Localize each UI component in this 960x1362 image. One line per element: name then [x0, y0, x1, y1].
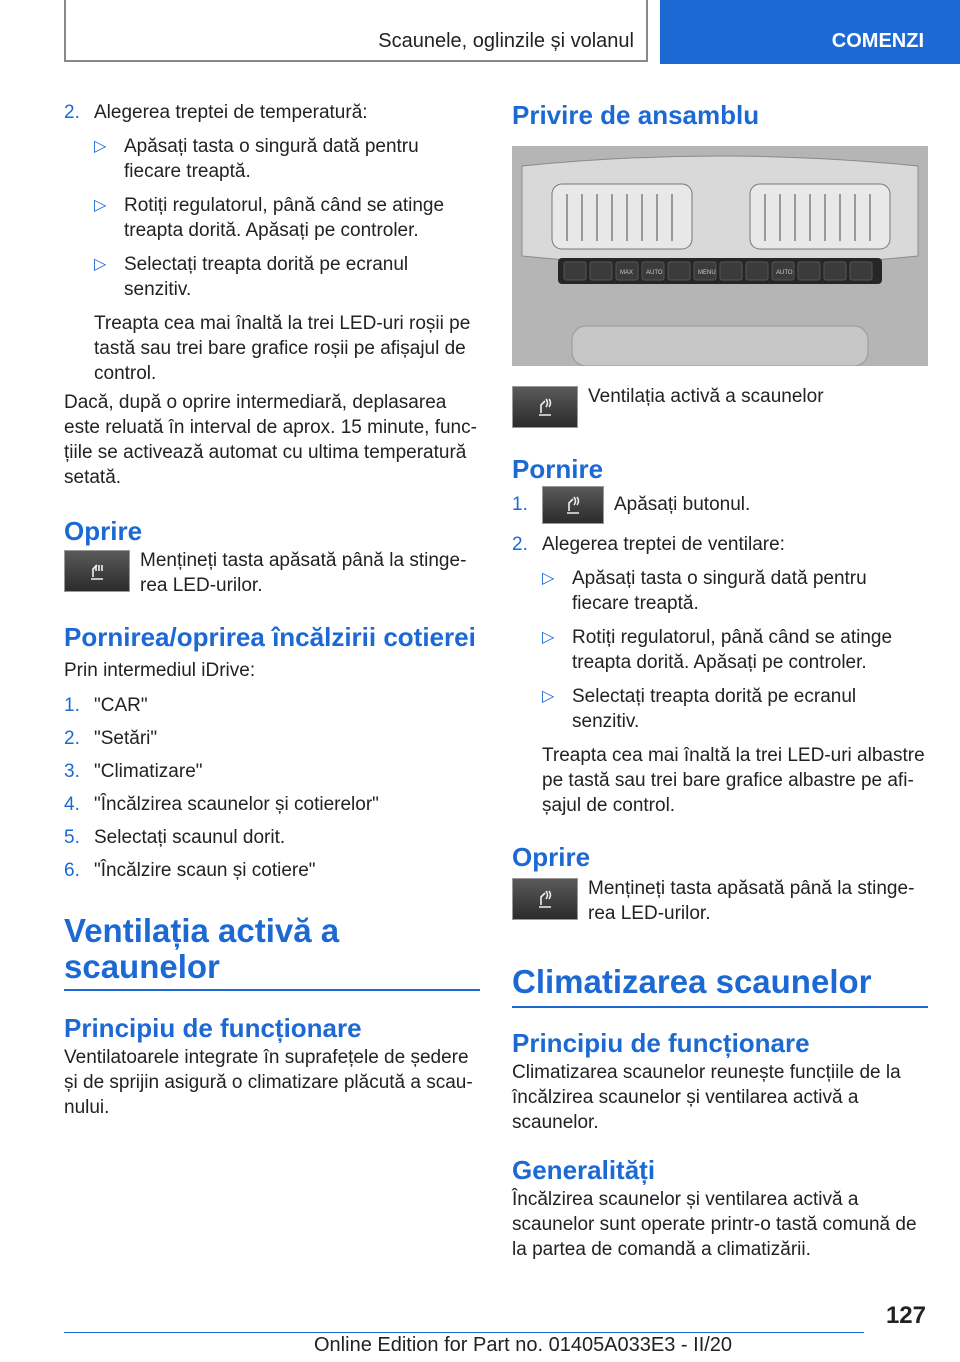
left-column	[64, 100, 480, 1120]
list-number: 5.	[64, 827, 80, 848]
body-paragraph: Climatizarea scaunelor reunește funcțiile de la încălzirea scaunelor și ventilarea activă a scaunelor.	[512, 1062, 901, 1133]
bullet-text: Selectați treapta dorită pe ecranul senzitiv.	[124, 254, 409, 300]
header-chapter-title: COMENZI	[831, 30, 924, 52]
triangle-bullet-icon: ▷	[542, 688, 555, 705]
list-item	[64, 100, 480, 125]
photo-label-max: MAX	[620, 270, 634, 276]
bullet-text: Rotiți regulatorul, până când se atinge treapta dorită. Apăsați pe controler.	[124, 195, 445, 241]
list-item	[512, 492, 928, 532]
list-text: "Setări"	[94, 728, 158, 749]
list-item[interactable]	[64, 858, 480, 883]
bullet-item	[64, 134, 480, 184]
list-number: 1.	[512, 494, 528, 515]
bullet-item	[512, 566, 928, 616]
list-number: 1.	[64, 695, 80, 716]
section-heading-principiu: Principiu de funcționare	[64, 1013, 362, 1043]
note-text: Treapta cea mai înaltă la trei LED-uri roșii pe tastă sau trei bare grafice roșii pe afișajul de control.	[94, 313, 471, 384]
seat-ventilation-icon[interactable]	[542, 486, 604, 524]
bullet-text: Rotiți regulatorul, până când se atinge treapta dorită. Apăsați pe controler.	[572, 627, 893, 673]
section-heading-generalitati: Generalități	[512, 1155, 656, 1185]
footer-edition: Online Edition for Part no. 01405A033E3 - II/20	[314, 1334, 733, 1356]
list-item[interactable]	[64, 693, 480, 718]
icon-instruction-text: Mențineți tasta apăsată până la stingerea LED-urilor.	[140, 550, 467, 596]
section-heading-principiu: Principiu de funcționare	[512, 1028, 810, 1058]
body-paragraph: Ventilatoarele integrate în suprafețele de ședere și de sprijin asigură o climatizare plăcută a scaunului.	[64, 1047, 473, 1118]
bullet-text: Apăsați tasta o singură dată pentru fiecare treaptă.	[572, 568, 867, 614]
photo-label-auto-right: AUTO	[776, 270, 793, 276]
list-item	[512, 532, 928, 557]
icon-instruction	[512, 876, 928, 926]
header-chapter-tab[interactable]	[660, 0, 960, 64]
note-text: Treapta cea mai înaltă la trei LED-uri albastre pe tastă sau trei bare grafice albastre pe afișajul de control.	[542, 745, 925, 816]
chapter-heading-block	[512, 964, 928, 1008]
list-text: "Încălzirea scaunelor și cotierelor"	[94, 794, 379, 815]
bullet-text: Selectați treapta dorită pe ecranul senzitiv.	[572, 686, 857, 732]
list-number: 2.	[64, 102, 80, 123]
section-heading-privire: Privire de ansamblu	[512, 100, 760, 130]
triangle-bullet-icon: ▷	[94, 197, 107, 214]
triangle-bullet-icon: ▷	[94, 138, 107, 155]
list-number: 3.	[64, 761, 80, 782]
list-text: "CAR"	[94, 695, 148, 716]
right-column	[512, 100, 928, 1262]
header-section-title: Scaunele, oglinzile și volanul	[378, 30, 634, 52]
icon-instruction	[64, 548, 480, 598]
list-number: 2.	[512, 534, 528, 555]
chapter-heading-ventilatie: Ventilația activă a scaunelor	[64, 912, 340, 985]
list-text: "Climatizare"	[94, 761, 203, 782]
list-text: Selectați scaunul dorit.	[94, 827, 286, 848]
list-item[interactable]	[64, 726, 480, 751]
cotiera-steps	[64, 693, 480, 883]
seat-heating-off-icon	[64, 550, 130, 592]
section-heading-oprire: Oprire	[512, 842, 591, 872]
bullet-item	[512, 625, 928, 675]
section-heading-cotiera: Pornirea/oprirea încălzirii cotierei	[64, 622, 476, 652]
seat-ventilation-off-icon	[512, 878, 578, 920]
header-section-tab	[64, 0, 648, 62]
list-number: 6.	[64, 860, 80, 881]
list-number: 2.	[64, 728, 80, 749]
climate-panel-photo	[512, 146, 928, 366]
photo-label-auto-left: AUTO	[646, 270, 663, 276]
icon-instruction-text: Mențineți tasta apăsată până la stingerea LED-urilor.	[588, 878, 915, 924]
list-number: 4.	[64, 794, 80, 815]
list-text: Alegerea treptei de temperatură:	[94, 102, 368, 123]
triangle-bullet-icon: ▷	[542, 629, 555, 646]
bullet-item	[64, 193, 480, 243]
list-text: Alegerea treptei de ventilare:	[542, 534, 785, 555]
section-heading-oprire: Oprire	[64, 516, 143, 546]
chapter-heading-climatizare: Climatizarea scaunelor	[512, 963, 872, 1000]
chapter-heading-block	[64, 913, 480, 991]
footer-divider	[64, 1332, 864, 1333]
list-item[interactable]	[64, 792, 480, 817]
bullet-text: Apăsați tasta o singură dată pentru fiecare treaptă.	[124, 136, 419, 182]
bullet-item	[512, 684, 928, 734]
list-text: "Încălzire scaun și cotiere"	[94, 860, 316, 881]
intro-text: Prin intermediul iDrive:	[64, 660, 256, 681]
icon-caption-text: Ventilația activă a scaunelor	[588, 386, 824, 407]
photo-label-menu: MENU	[698, 270, 716, 276]
section-heading-pornire: Pornire	[512, 454, 604, 484]
body-paragraph: Încălzirea scaunelor și ventilarea activă a scaunelor sunt operate printr-o tastă comună de la partea de comandă a climatizării.	[512, 1189, 917, 1260]
list-item[interactable]	[64, 825, 480, 850]
list-item[interactable]	[64, 759, 480, 784]
seat-ventilation-icon	[512, 386, 578, 428]
body-paragraph: Dacă, după o oprire intermediară, deplasarea este reluată în interval de aprox. 15 minute, funcțiile se activează automat cu ultima temperatură setată.	[64, 392, 477, 488]
bullet-item	[64, 252, 480, 302]
triangle-bullet-icon: ▷	[542, 570, 555, 587]
list-text: Apăsați butonul.	[614, 494, 751, 515]
triangle-bullet-icon: ▷	[94, 256, 107, 273]
page-number: 127	[885, 1302, 926, 1329]
icon-caption-row	[512, 384, 928, 428]
